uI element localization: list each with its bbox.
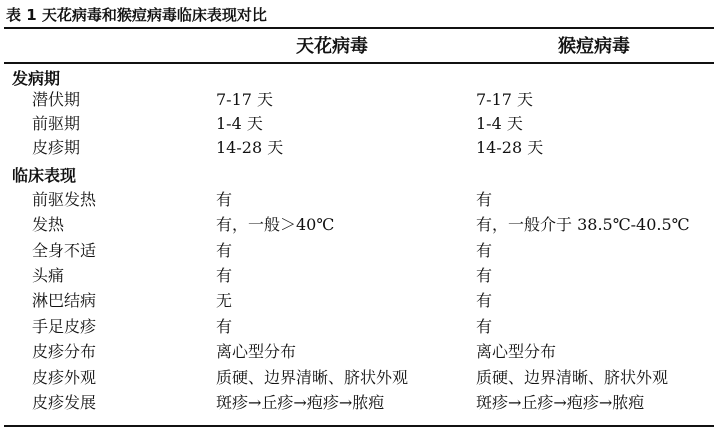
section-title-clinical: 临床表现	[12, 166, 77, 185]
monkeypox-value: 有	[476, 291, 493, 310]
row-label: 前驱发热	[32, 190, 97, 209]
row-label: 手足皮疹	[32, 317, 97, 336]
table-row	[0, 315, 720, 339]
table-row	[0, 264, 720, 288]
row-label: 前驱期	[32, 114, 81, 133]
smallpox-value: 7-17 天	[216, 90, 274, 109]
row-label: 头痛	[32, 266, 65, 285]
monkeypox-value: 有	[476, 317, 493, 336]
row-label: 皮疹外观	[32, 368, 97, 387]
table-caption: 表 1 天花病毒和猴痘病毒临床表现对比	[6, 6, 267, 24]
row-label: 淋巴结病	[32, 291, 97, 310]
smallpox-value: 有，一般＞40℃	[216, 215, 335, 234]
monkeypox-value: 有	[476, 241, 493, 260]
bottom-rule	[4, 425, 714, 427]
table-row	[0, 340, 720, 364]
monkeypox-value: 斑疹→丘疹→疱疹→脓疱	[476, 393, 645, 412]
column-header-monkeypox: 猴痘病毒	[558, 36, 630, 57]
row-label: 皮疹期	[32, 138, 81, 157]
monkeypox-value: 1-4 天	[476, 114, 523, 133]
table-row	[0, 289, 720, 313]
smallpox-value: 14-28 天	[216, 138, 284, 157]
column-header-smallpox: 天花病毒	[296, 36, 368, 57]
monkeypox-value: 离心型分布	[476, 342, 557, 361]
table-row	[0, 188, 720, 212]
table-row	[0, 239, 720, 263]
smallpox-value: 斑疹→丘疹→疱疹→脓疱	[216, 393, 385, 412]
table-row	[0, 366, 720, 390]
header-rule	[4, 62, 714, 64]
smallpox-value: 无	[216, 291, 233, 310]
smallpox-value: 质硬、边界清晰、脐状外观	[216, 368, 409, 387]
smallpox-value: 离心型分布	[216, 342, 297, 361]
monkeypox-value: 7-17 天	[476, 90, 534, 109]
row-label: 全身不适	[32, 241, 97, 260]
monkeypox-value: 14-28 天	[476, 138, 544, 157]
row-label: 皮疹发展	[32, 393, 97, 412]
table-row	[0, 112, 720, 136]
table-row	[0, 136, 720, 160]
table-row	[0, 391, 720, 415]
monkeypox-value: 有	[476, 266, 493, 285]
monkeypox-value: 有，一般介于 38.5℃-40.5℃	[476, 215, 690, 234]
row-label: 潜伏期	[32, 90, 81, 109]
smallpox-value: 有	[216, 190, 233, 209]
section-title-onset: 发病期	[12, 69, 61, 88]
top-rule	[4, 27, 714, 29]
table-row	[0, 88, 720, 112]
smallpox-value: 有	[216, 241, 233, 260]
row-label: 发热	[32, 215, 65, 234]
smallpox-value: 有	[216, 317, 233, 336]
monkeypox-value: 质硬、边界清晰、脐状外观	[476, 368, 669, 387]
smallpox-value: 有	[216, 266, 233, 285]
table-row	[0, 213, 720, 237]
row-label: 皮疹分布	[32, 342, 97, 361]
smallpox-value: 1-4 天	[216, 114, 263, 133]
monkeypox-value: 有	[476, 190, 493, 209]
